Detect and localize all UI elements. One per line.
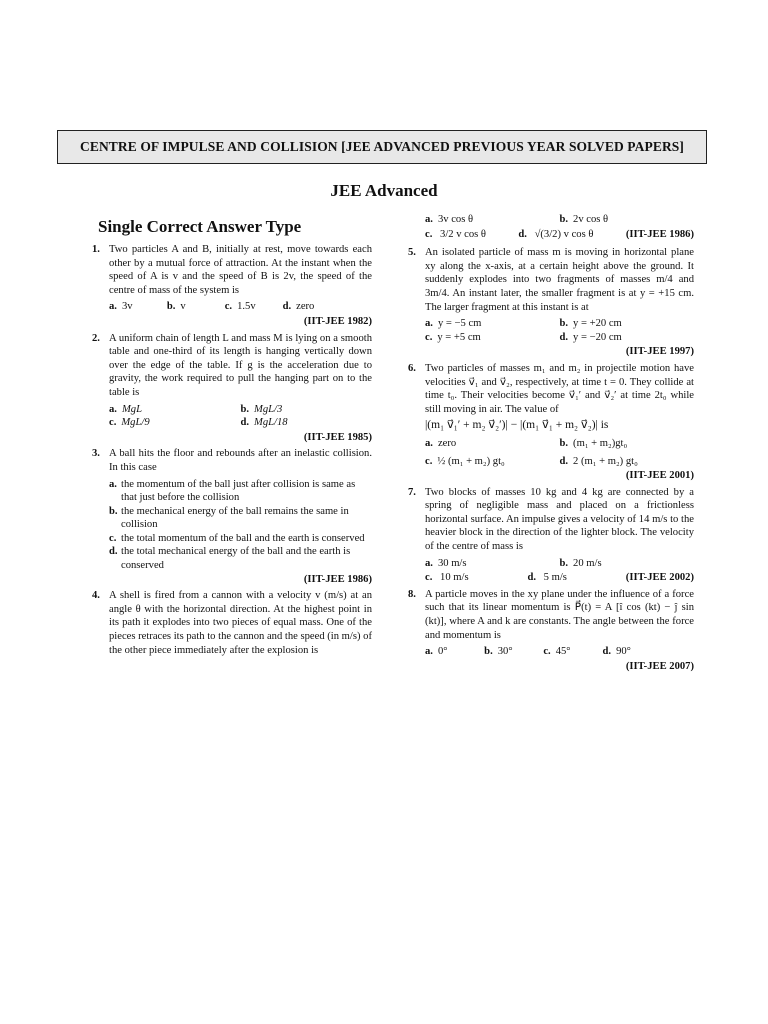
option-a: a. 3v cos θ <box>425 214 474 225</box>
question-text: Two particles of masses m₁ and m₂ in projectile motion have velocities v⃗₁ and v⃗₂, respectively, at time t = 0. They collide at time t₀. Their velocities become v⃗₁′ and v⃗₂′ at time 2t₀ while still moving in air. The value of <box>425 362 694 415</box>
question-text: A particle moves in the xy plane under the influence of a force such that its linear momentum is P⃗(t) = A [î cos (kt) − ĵ sin (kt)], where A and k are constants. The angle between the force and momentum is <box>425 588 694 641</box>
right-column <box>408 213 694 676</box>
question-4 <box>92 589 372 657</box>
question-text: Two particles A and B, initially at rest, move towards each other by a mutual force of attraction. At the instant when the speed of A is v and the speed of B is 2v, the speed of the centre of mass of the system is <box>109 244 372 296</box>
question-text: An isolated particle of mass m is moving in horizontal plane xy along the x-axis, at a certain height above the ground. It suddenly explodes into two fragments of masses m/4 and 3m/4. An instant later, the smaller fragment is at y = +15 cm. The larger fragment at this instant is at <box>425 247 694 313</box>
question-number: 4. <box>92 590 100 602</box>
option-c: c. y = +5 cm <box>425 331 481 343</box>
question-6-options <box>425 437 694 468</box>
option-b: b. 2v cos θ <box>559 214 609 225</box>
question-8 <box>408 588 694 642</box>
option-a: a. 30 m/s <box>425 557 467 569</box>
question-number: 1. <box>92 244 100 255</box>
option-d: d. y = −20 cm <box>559 331 622 343</box>
option-d: d. the total mechanical energy of the ball and the earth is conserved <box>109 546 351 572</box>
question-source: (IIT-JEE 1986) <box>303 573 372 585</box>
question-7-options-cd <box>425 571 694 585</box>
question-3 <box>92 447 372 474</box>
question-2-options <box>109 403 372 430</box>
option-a: a. zero <box>425 437 457 449</box>
question-text: A ball hits the floor and rebounds after an inelastic collision. In this case <box>109 448 372 473</box>
option-c: c. ½ (m₁ + m₂) gt₀ <box>425 455 505 467</box>
question-8-options <box>425 645 694 659</box>
option-c: c. 3/2 v cos θ <box>425 228 486 240</box>
chapter-header-title: CENTRE OF IMPULSE AND COLLISION [JEE ADVANCED PREVIOUS YEAR SOLVED PAPERS] <box>80 139 684 154</box>
option-b: b. (m₁ + m₂)gt₀ <box>559 437 628 449</box>
question-text: Two blocks of masses 10 kg and 4 kg are connected by a spring of negligible mass and placed on a frictionless horizontal surface. An impulse gives a velocity of 14 m/s to the heavier block in the direction of the lighter block. The velocity of the centre of mass is <box>425 486 694 553</box>
option-c: c. 1.5v <box>224 301 256 313</box>
chapter-header <box>57 130 707 164</box>
question-number: 7. <box>408 486 416 498</box>
option-d: d. 2 (m₁ + m₂) gt₀ <box>559 455 638 467</box>
option-a: a. 0° <box>425 646 448 658</box>
option-c: c. the total momentum of the ball and the earth is conserved <box>109 532 365 544</box>
question-source: (IIT-JEE 1986) <box>625 228 694 240</box>
option-d: d. MgL/18 <box>240 417 288 429</box>
question-source: (IIT-JEE 2007) <box>625 660 694 672</box>
question-text: A uniform chain of length L and mass M is lying on a smooth table and one-third of its length is hanging vertically down over the edge of the table. If g is the acceleration due to gravity, the work required to pull the hanging part on to the table is <box>109 332 372 398</box>
option-d: d. zero <box>282 301 315 313</box>
question-7-options <box>425 557 694 571</box>
section-title: Single Correct Answer Type <box>98 217 302 236</box>
question-source: (IIT-JEE 2002) <box>625 572 694 584</box>
question-source: (IIT-JEE 1997) <box>625 346 694 358</box>
option-b: b. MgL/3 <box>240 403 283 415</box>
option-a: a. the momentum of the ball just after collision is same as that just before the collision <box>109 478 356 504</box>
left-column <box>92 243 372 660</box>
option-b: b. 20 m/s <box>559 557 602 569</box>
option-d: d. 90° <box>602 646 631 658</box>
option-d: d. 5 m/s <box>527 572 567 584</box>
option-a: a. 3v <box>109 301 133 313</box>
question-number: 6. <box>408 362 416 374</box>
question-4-options-cd <box>425 228 694 242</box>
option-c: c. 10 m/s <box>425 572 469 584</box>
page-title: JEE Advanced <box>330 181 438 200</box>
option-c: c. 45° <box>543 646 571 658</box>
option-a: a. MgL <box>109 403 142 415</box>
option-a: a. y = −5 cm <box>425 318 482 330</box>
option-b: b. 30° <box>484 646 513 658</box>
option-d: d. √(3/2) v cos θ <box>518 228 594 240</box>
question-6 <box>408 362 694 416</box>
option-b: b. v <box>166 301 186 313</box>
question-number: 3. <box>92 448 100 460</box>
option-b: b. y = +20 cm <box>559 318 622 330</box>
question-5-options <box>425 317 694 344</box>
question-source: (IIT-JEE 1985) <box>303 431 372 443</box>
question-number: 2. <box>92 332 100 344</box>
option-c: c. MgL/9 <box>109 417 150 429</box>
question-text: A shell is fired from a cannon with a velocity v (m/s) at an angle θ with the horizontal direction. At the highest point in its path it explodes into two pieces of equal mass. One of the pieces retraces its path to the cannon and the speed (in m/s) of the other piece immediately after the explosion is <box>109 590 372 656</box>
question-7 <box>408 486 694 554</box>
question-source: (IIT-JEE 2001) <box>625 470 694 482</box>
question-1 <box>92 243 372 297</box>
formula: |(m₁ v⃗₁′ + m₂ v⃗₂′)| − |(m₁ v⃗₁ + m₂ v⃗₂)| is <box>425 419 609 432</box>
question-number: 8. <box>408 588 416 600</box>
question-1-options <box>109 300 372 314</box>
question-5 <box>408 246 694 314</box>
question-2 <box>92 332 372 400</box>
question-4-options <box>425 213 694 227</box>
question-number: 5. <box>408 247 416 259</box>
option-b: b. the mechanical energy of the ball remains the same in collision <box>109 505 349 531</box>
question-source: (IIT-JEE 1982) <box>303 315 372 327</box>
